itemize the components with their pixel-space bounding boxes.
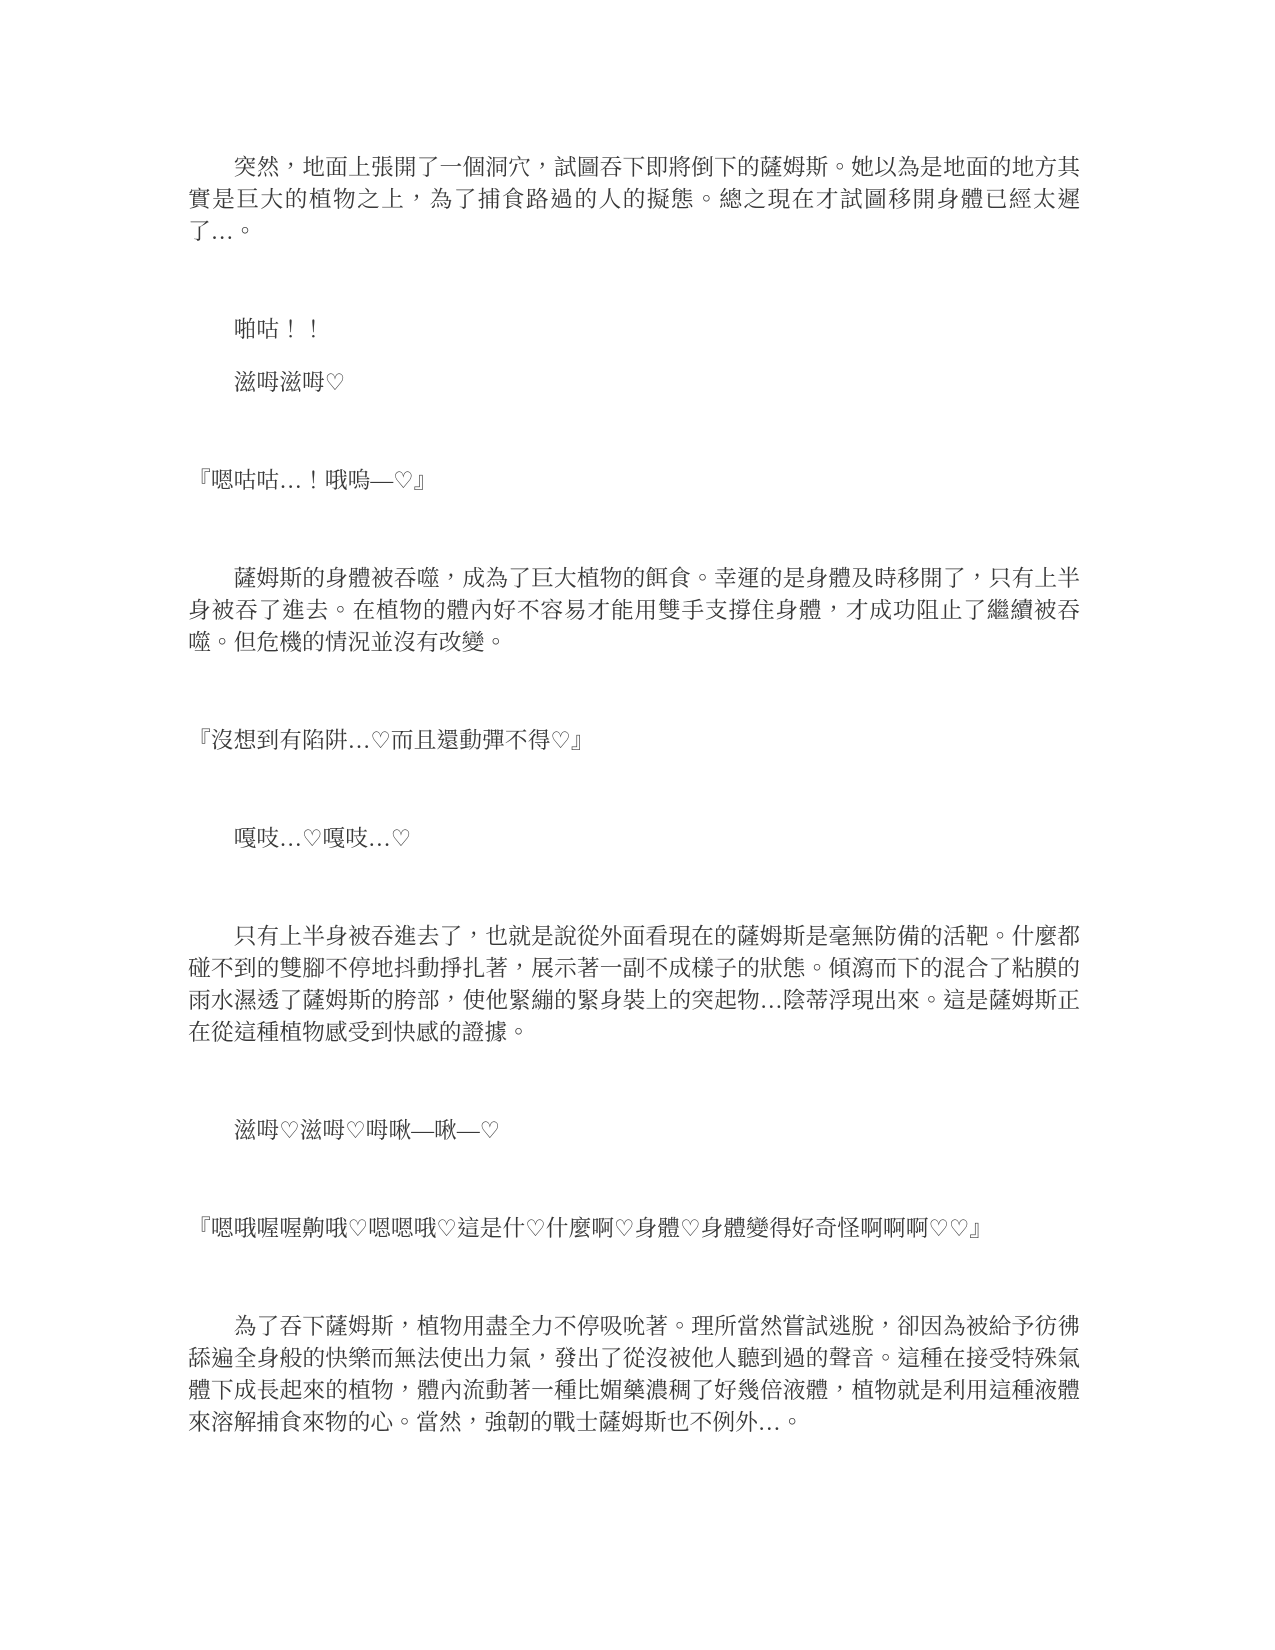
dialogue-line: 『嗯咕咕…！哦嗚—♡』 <box>188 468 437 493</box>
sound-effect-line: 啪咕！！ <box>233 317 325 342</box>
text-content <box>188 152 1080 1439</box>
narrative-paragraph: 突然，地面上張開了一個洞穴，試圖吞下即將倒下的薩姆斯。她以為是地面的地方其實是巨大的植物之上，為了捕食路過的人的擬態。總之現在才試圖移開身體已經太遲了…。 <box>188 155 1080 244</box>
dialogue-line: 『嗯哦喔喔齁哦♡嗯嗯哦♡這是什♡什麼啊♡身體♡身體變得好奇怪啊啊啊♡♡』 <box>188 1216 993 1241</box>
sound-effect-line: 嘎吱…♡嘎吱…♡ <box>233 826 412 851</box>
sound-effect-line: 滋呣滋呣♡ <box>233 370 346 395</box>
narrative-paragraph: 薩姆斯的身體被吞噬，成為了巨大植物的餌食。幸運的是身體及時移開了，只有上半身被吞了進去。在植物的體內好不容易才能用雙手支撐住身體，才成功阻止了繼續被吞噬。但危機的情況並沒有改變。 <box>188 566 1080 655</box>
narrative-paragraph: 為了吞下薩姆斯，植物用盡全力不停吸吮著。理所當然嘗試逃脫，卻因為被給予彷彿舔遍全身般的快樂而無法使出力氣，發出了從沒被他人聽到過的聲音。這種在接受特殊氣體下成長起來的植物，體內流動著一種比媚藥濃稠了好幾倍液體，植物就是利用這種液體來溶解捕食來物的心。當然，強韌的戰士薩姆斯也不例外…。 <box>188 1314 1080 1435</box>
dialogue-line: 『沒想到有陷阱…♡而且還動彈不得♡』 <box>188 728 594 753</box>
narrative-paragraph: 只有上半身被吞進去了，也就是說從外面看現在的薩姆斯是毫無防備的活靶。什麼都碰不到的雙腳不停地抖動掙扎著，展示著一副不成樣子的狀態。傾瀉而下的混合了粘膜的雨水濕透了薩姆斯的胯部，使他緊繃的緊身裝上的突起物…陰蒂浮現出來。這是薩姆斯正在從這種植物感受到快感的證據。 <box>188 924 1080 1045</box>
sound-effect-line: 滋呣♡滋呣♡呣啾—啾—♡ <box>233 1118 501 1143</box>
